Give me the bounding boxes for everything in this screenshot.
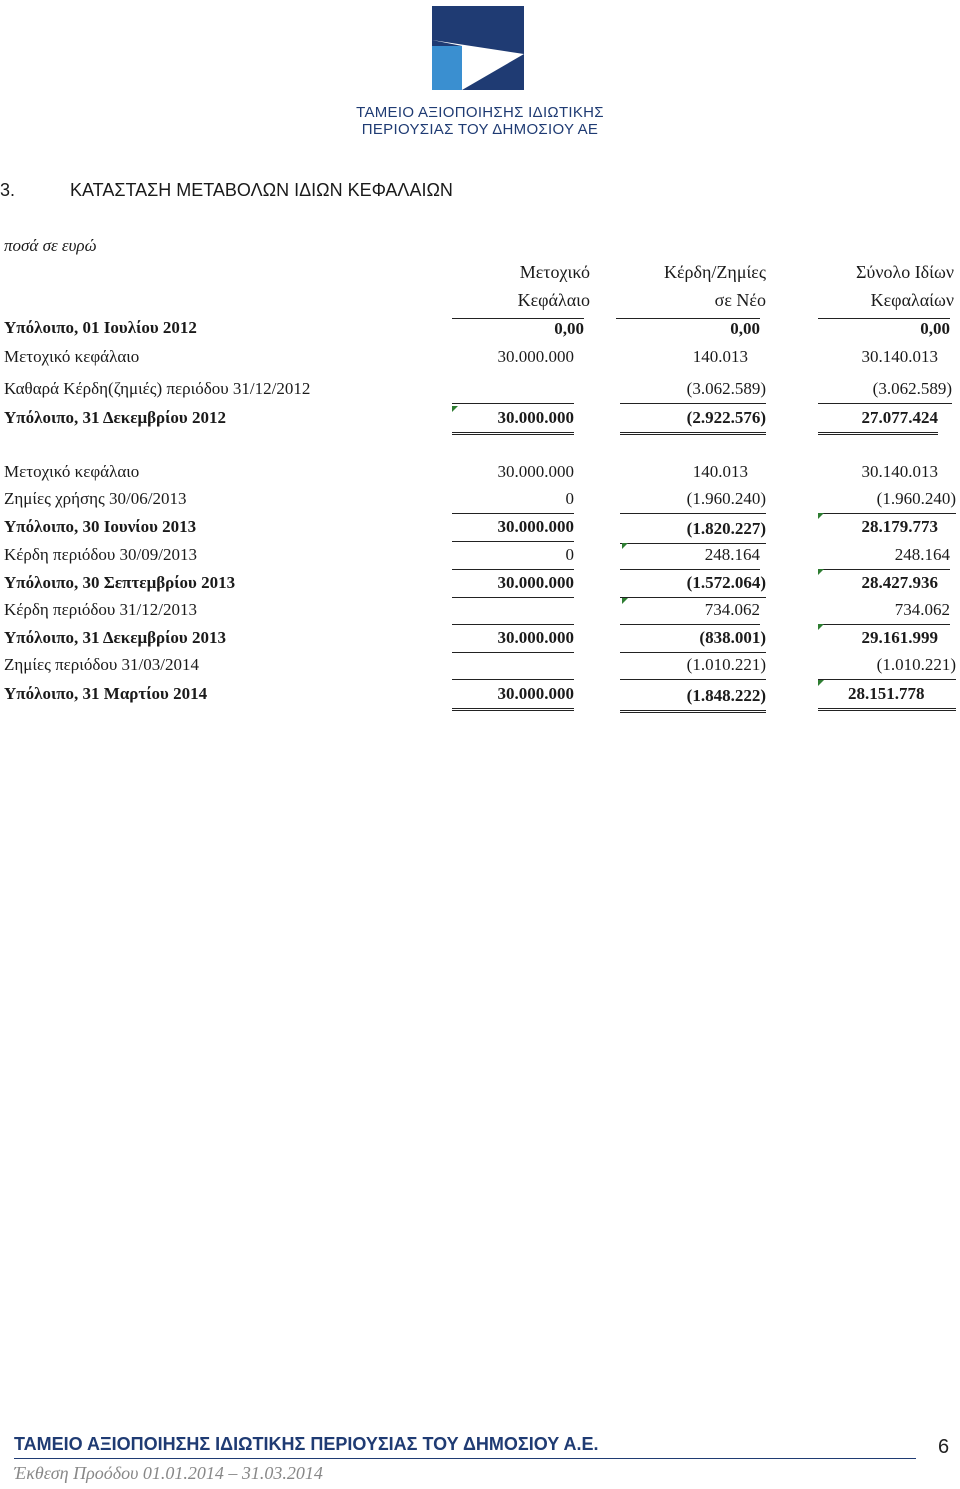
cell-share-capital: 30.000.000 <box>452 408 574 435</box>
row-label: Ζημίες χρήσης 30/06/2013 <box>4 489 187 508</box>
row-label: Ζημίες περιόδου 31/03/2014 <box>4 655 199 674</box>
table-row <box>0 318 960 344</box>
cell-retained: (838.001) <box>620 628 766 653</box>
taiped-logo-icon <box>432 6 524 90</box>
cell-total-equity: 28.427.936 <box>861 573 938 592</box>
col-header-share-capital-line2: Κεφάλαιο <box>517 290 590 310</box>
cell-total-equity: 30.140.013 <box>861 462 938 481</box>
row-label: Υπόλοιπο, 31 Δεκεμβρίου 2012 <box>4 408 226 427</box>
cell-retained: (1.572.064) <box>620 573 766 598</box>
cell-total-equity: 29.161.999 <box>861 628 938 647</box>
cell-total-equity: 30.140.013 <box>861 347 938 366</box>
row-label: Μετοχικό κεφάλαιο <box>4 462 140 481</box>
cell-retained: 248.164 <box>620 545 760 570</box>
table-row <box>0 573 960 599</box>
footer-report-title: Έκθεση Προόδου 01.01.2014 – 31.03.2014 <box>14 1463 323 1483</box>
row-label: Κέρδη περιόδου 31/12/2013 <box>4 600 197 619</box>
row-label: Μετοχικό κεφάλαιο <box>4 347 140 366</box>
cell-share-capital: 30.000.000 <box>452 573 574 598</box>
table-row <box>0 684 960 710</box>
section-number: 3. <box>0 180 16 200</box>
cell-share-capital: 0,00 <box>452 318 584 343</box>
col-header-share-capital-line1: Μετοχικό <box>519 262 590 282</box>
cell-retained: 140.013 <box>692 462 748 481</box>
cell-total-equity: 0,00 <box>818 318 950 343</box>
cell-marker-icon <box>622 598 628 604</box>
row-label: Υπόλοιπο, 31 Μαρτίου 2014 <box>4 684 208 703</box>
cell-marker-icon <box>818 624 824 630</box>
cell-marker-icon <box>452 406 458 412</box>
cell-retained: (1.010.221) <box>620 655 766 680</box>
table-row <box>0 347 960 373</box>
cell-retained: (1.848.222) <box>620 686 766 713</box>
cell-share-capital: 0 <box>452 489 574 514</box>
cell-share-capital: 30.000.000 <box>452 517 574 542</box>
cell-share-capital: 30.000.000 <box>497 347 574 366</box>
cell-retained: 140.013 <box>692 347 748 366</box>
units-note: ποσά σε ευρώ <box>4 236 97 255</box>
org-name-line2: ΠΕΡΙΟΥΣΙΑΣ ΤΟΥ ΔΗΜΟΣΙΟΥ ΑΕ <box>361 121 599 138</box>
cell-share-capital: 30.000.000 <box>452 684 574 711</box>
col-header-total-equity-line1: Σύνολο Ιδίων <box>855 262 954 282</box>
cell-share-capital: 30.000.000 <box>452 628 574 653</box>
col-header-retained-line2: σε Νέο <box>714 290 766 310</box>
cell-share-capital <box>452 655 574 680</box>
row-label: Υπόλοιπο, 31 Δεκεμβρίου 2013 <box>4 628 226 647</box>
cell-total-equity: 28.179.773 <box>861 517 938 536</box>
col-header-retained-line1: Κέρδη/Ζημίες <box>663 262 766 282</box>
col-header-total-equity-line2: Κεφαλαίων <box>870 290 954 310</box>
cell-total-equity: (1.010.221) <box>818 655 956 680</box>
row-label: Υπόλοιπο, 30 Σεπτεμβρίου 2013 <box>4 573 236 592</box>
row-label: Υπόλοιπο, 01 Ιουλίου 2012 <box>4 318 197 337</box>
cell-total-equity: (1.960.240) <box>818 489 956 514</box>
cell-marker-icon <box>818 569 824 575</box>
table-row <box>0 655 960 681</box>
table-row <box>0 517 960 543</box>
cell-marker-icon <box>818 513 824 519</box>
cell-total-equity: 28.151.778 <box>818 684 956 711</box>
cell-retained: 734.062 <box>620 600 760 625</box>
cell-share-capital <box>452 600 574 625</box>
row-label: Καθαρά Κέρδη(ζημιές) περιόδου 31/12/2012 <box>4 379 311 398</box>
footer-divider <box>14 1458 916 1459</box>
table-row <box>0 489 960 515</box>
cell-retained: (3.062.589) <box>620 379 766 404</box>
page-number: 6 <box>938 1436 950 1458</box>
cell-total-equity: 734.062 <box>818 600 950 625</box>
cell-retained: 0,00 <box>616 318 760 343</box>
section-title: ΚΑΤΑΣΤΑΣΗ ΜΕΤΑΒΟΛΩΝ ΙΔΙΩΝ ΚΕΦΑΛΑΙΩΝ <box>70 180 453 200</box>
cell-retained: (2.922.576) <box>620 408 766 435</box>
cell-retained: (1.820.227) <box>620 519 766 544</box>
org-name-line1: ΤΑΜΕΙΟ ΑΞΙΟΠΟΙΗΣΗΣ ΙΔΙΩΤΙΚΗΣ <box>356 104 604 121</box>
row-label: Κέρδη περιόδου 30/09/2013 <box>4 545 197 564</box>
cell-total-equity: 27.077.424 <box>818 408 938 435</box>
table-row <box>0 628 960 654</box>
table-row <box>0 545 960 571</box>
footer-org-name: ΤΑΜΕΙΟ ΑΞΙΟΠΟΙΗΣΗΣ ΙΔΙΩΤΙΚΗΣ ΠΕΡΙΟΥΣΙΑΣ ΤΟΥ ΔΗΜΟΣΙΟΥ Α.Ε. <box>14 1434 599 1454</box>
cell-total-equity: 248.164 <box>818 545 950 570</box>
table-row <box>0 462 960 488</box>
row-label: Υπόλοιπο, 30 Ιουνίου 2013 <box>4 517 197 536</box>
cell-marker-icon <box>622 543 628 549</box>
table-row <box>0 600 960 626</box>
cell-retained: (1.960.240) <box>620 489 766 514</box>
table-row <box>0 379 960 405</box>
cell-share-capital: 0 <box>452 545 574 570</box>
cell-share-capital: 30.000.000 <box>497 462 574 481</box>
cell-share-capital <box>452 379 574 404</box>
cell-total-equity: (3.062.589) <box>818 379 952 404</box>
table-row <box>0 408 960 434</box>
cell-marker-icon <box>818 680 824 686</box>
